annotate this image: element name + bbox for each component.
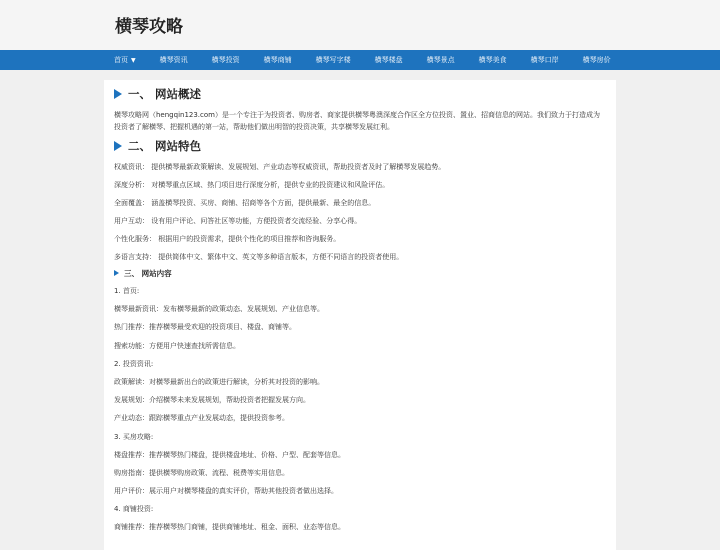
- list-item: 横琴最新资讯：发布横琴最新的政策动态、发展规划、产业信息等。: [114, 305, 324, 314]
- site-header: [0, 0, 720, 50]
- section-heading-text: 一、 网站概述: [128, 87, 202, 101]
- nav-item-home[interactable]: [114, 55, 136, 65]
- nav-item-offices[interactable]: 横琴写字楼: [315, 56, 351, 64]
- list-item: 深度分析： 对横琴重点区域、热门项目进行深度分析，提供专业的投资建议和风险评估。: [114, 181, 390, 189]
- list-item: 4. 商铺投资:: [114, 505, 154, 514]
- features-list: [114, 158, 606, 266]
- content-list: [114, 282, 606, 537]
- nav-item-label: 首页: [114, 56, 128, 64]
- list-item: 产业动态：跟踪横琴重点产业发展动态，提供投资参考。: [114, 414, 289, 423]
- list-item: 热门推荐：推荐横琴最受欢迎的投资项目、楼盘、商铺等。: [114, 323, 296, 332]
- nav-item-port[interactable]: 横琴口岸: [530, 56, 559, 64]
- site-title-link[interactable]: 横琴攻略: [115, 17, 183, 37]
- intro-paragraph: 横琴攻略网（hengqin123.com）是一个专注于为投资者、购房者、商家提供横琴粤澳深度合作区全方位投资、置业、招商信息的网站。我们致力于打造成为投资者了解横琴、把握机遇的第一站，帮助他们做出明智的投资决策，共享横琴发展红利。: [114, 111, 600, 131]
- triangle-bullet-icon: [114, 270, 119, 276]
- nav-item-prices[interactable]: 横琴房价: [582, 56, 611, 64]
- nav-item-news[interactable]: 横琴资讯: [159, 56, 188, 64]
- list-item: 用户互动： 设有用户评论、问答社区等功能，方便投资者交流经验、分享心得。: [114, 217, 362, 225]
- list-item: 1. 首页:: [114, 287, 140, 295]
- section-heading: [114, 86, 606, 102]
- nav-item-attractions[interactable]: 横琴景点: [426, 56, 455, 64]
- list-item: 3. 买房攻略:: [114, 432, 154, 441]
- section-heading: [114, 138, 606, 154]
- subsection-heading-text: 三、 网站内容: [124, 268, 172, 278]
- list-item: 搜索功能：方便用户快速查找所需信息。: [114, 341, 240, 350]
- list-item: 个性化服务： 根据用户的投资需求，提供个性化的项目推荐和咨询服务。: [114, 235, 341, 243]
- list-item: 多语言支持： 提供简体中文、繁体中文、英文等多种语言版本，方便不同语言的投资者使用。: [114, 253, 404, 261]
- chevron-down-icon: ▼: [131, 56, 136, 64]
- list-item: 权威资讯： 提供横琴最新政策解读、发展规划、产业动态等权威资讯，帮助投资者及时了解横琴发展趋势。: [114, 163, 446, 171]
- nav-item-properties[interactable]: 横琴楼盘: [374, 56, 403, 64]
- subsection-heading: [114, 267, 606, 279]
- list-item: 商铺推荐：推荐横琴热门商铺，提供商铺地址、租金、面积、业态等信息。: [114, 523, 345, 532]
- nav-item-shops[interactable]: 横琴商铺: [263, 56, 292, 64]
- list-item: 2. 投资资讯:: [114, 359, 154, 368]
- list-item: 全面覆盖： 涵盖横琴投资、买房、商铺、招商等各个方面，提供最新、最全的信息。: [114, 199, 376, 207]
- list-item: 购房指南：提供横琴购房政策、流程、税费等实用信息。: [114, 468, 289, 477]
- list-item: 楼盘推荐：推荐横琴热门楼盘，提供楼盘地址、价格、户型、配套等信息。: [114, 450, 345, 459]
- triangle-bullet-icon: [114, 141, 122, 151]
- list-item: 政策解读：对横琴最新出台的政策进行解读，分析其对投资的影响。: [114, 377, 324, 386]
- list-item: 发展规划：介绍横琴未来发展规划，帮助投资者把握发展方向。: [114, 396, 310, 405]
- list-item: 用户评价：展示用户对横琴楼盘的真实评价，帮助其他投资者做出选择。: [114, 487, 338, 496]
- nav-item-investment[interactable]: 横琴投资: [211, 56, 240, 64]
- main-nav: [0, 50, 720, 70]
- article-content: [104, 80, 616, 550]
- nav-item-food[interactable]: 横琴美食: [478, 56, 507, 64]
- section-heading-text: 二、 网站特色: [128, 139, 202, 153]
- triangle-bullet-icon: [114, 89, 122, 99]
